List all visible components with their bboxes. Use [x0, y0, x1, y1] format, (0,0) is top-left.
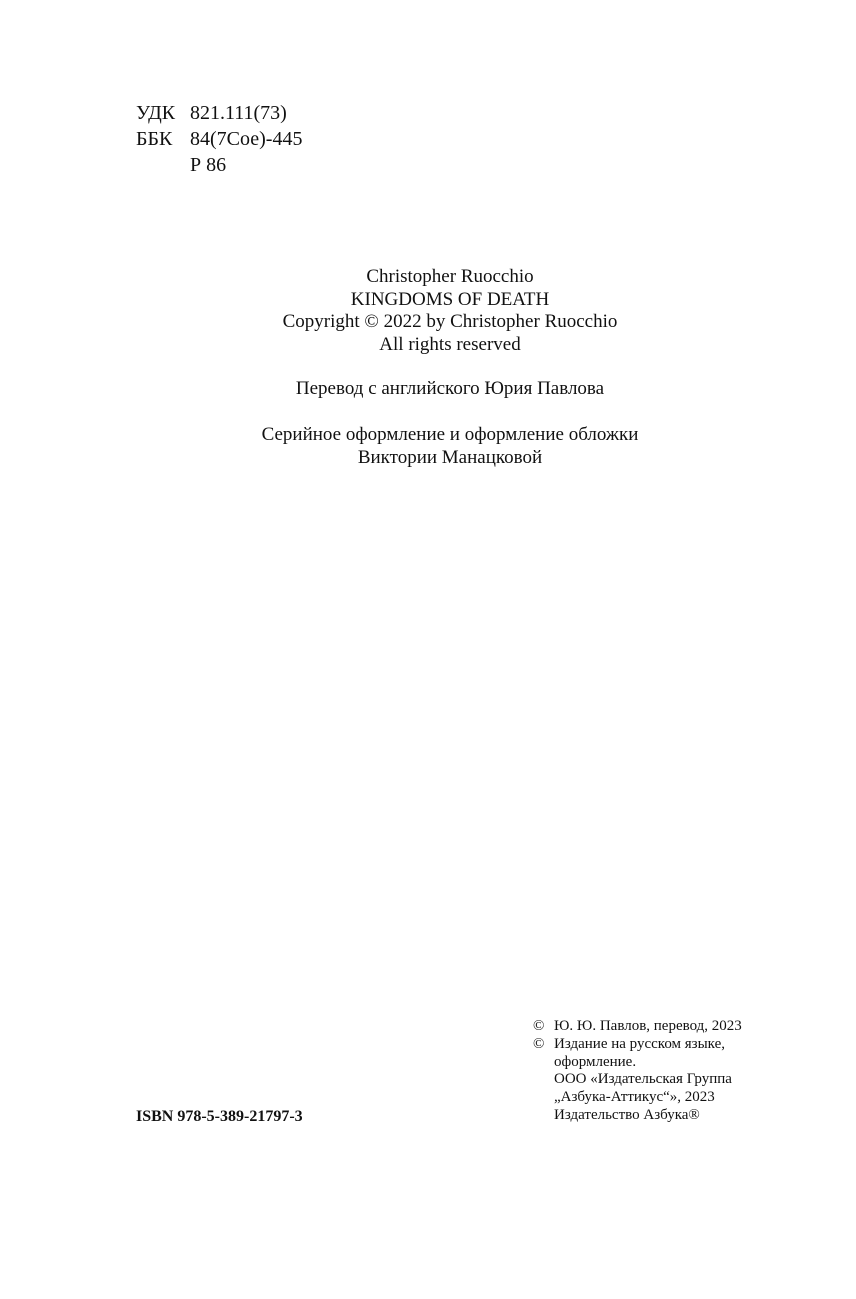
author-mark: Р 86 [190, 154, 227, 176]
design-credit-line-1: Серийное оформление и оформление обложки [261, 424, 639, 445]
rights-notices [533, 1018, 742, 1125]
rights-notice-line: Издательство Азбука® [554, 1106, 700, 1123]
rights-notice [533, 1036, 742, 1125]
design-credit-line-2: Виктории Манацковой [357, 446, 543, 468]
original-title: KINGDOMS OF DEATH [350, 288, 550, 310]
udk-row [136, 100, 302, 126]
bbk-label: ББК [136, 128, 173, 150]
design-credit-block [0, 424, 856, 469]
udk-label: УДК [136, 102, 176, 124]
isbn: ISBN 978-5-389-21797-3 [136, 1108, 303, 1125]
rights-reserved: All rights reserved [379, 333, 521, 355]
rights-notice-line: Издание на русском языке, [554, 1035, 725, 1052]
copyright-line: Copyright © 2022 by Christopher Ruocchio [282, 311, 618, 332]
rights-notice-line: Ю. Ю. Павлов, перевод, 2023 [554, 1018, 742, 1034]
bbk-row [136, 126, 302, 152]
copyright-block [0, 266, 856, 356]
copyright-symbol: © [533, 1018, 545, 1034]
udk-value: 821.111(73) [190, 102, 287, 124]
rights-notice-line: ООО «Издательская Группа [554, 1071, 732, 1088]
translator-credit: Перевод с английского Юрия Павлова [295, 378, 605, 399]
bbk-value: 84(7Сое)-445 [190, 128, 303, 150]
rights-notice [533, 1018, 742, 1036]
translator-block [0, 378, 856, 401]
copyright-symbol: © [533, 1035, 545, 1052]
rights-notice-line: оформление. [554, 1053, 637, 1070]
classification-block [136, 100, 302, 178]
author-mark-row [136, 152, 302, 178]
original-author: Christopher Ruocchio [366, 266, 534, 287]
rights-notice-line: „Азбука-Аттикус“», 2023 [554, 1089, 715, 1106]
